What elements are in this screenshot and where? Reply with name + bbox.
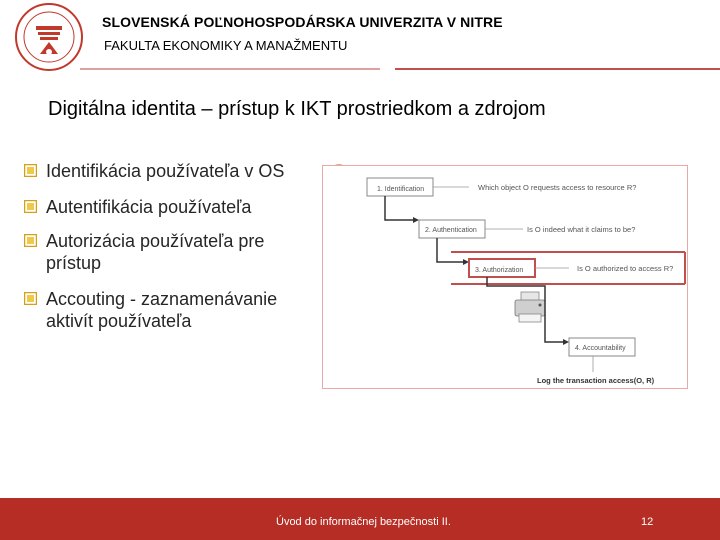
- access-control-diagram: [322, 165, 688, 389]
- checkbox-bullet-icon: [24, 292, 37, 305]
- step-label: 4. Accountability: [575, 345, 626, 352]
- university-name: SLOVENSKÁ POĽNOHOSPODÁRSKA UNIVERZITA V NITRE: [102, 14, 503, 30]
- printer-icon: [515, 292, 545, 322]
- bullet-item: [24, 288, 321, 332]
- connector-arrow: [385, 196, 413, 220]
- step-question: Which object O requests access to resource R?: [478, 183, 637, 192]
- bullet-text: Autorizácia používateľa pre prístup: [46, 231, 265, 273]
- checkbox-bullet-icon: [24, 164, 37, 177]
- slide-title: Digitálna identita – prístup k IKT prostriedkom a zdrojom: [48, 98, 546, 120]
- step-question: Log the transaction access(O, R): [537, 376, 655, 385]
- bullet-item: [24, 196, 324, 218]
- university-seal-icon: [14, 2, 84, 72]
- checkbox-bullet-icon: [24, 200, 37, 213]
- arrow-head: [413, 217, 419, 223]
- bullet-list: [24, 160, 324, 346]
- bullet-text: Accouting - zaznamenávanie aktivít používateľa: [46, 289, 278, 331]
- step-label: 2. Authentication: [425, 227, 477, 234]
- arrow-head: [563, 339, 569, 345]
- page-number: 12: [641, 516, 654, 528]
- step-label: 1. Identification: [377, 186, 425, 193]
- bullet-text: Identifikácia používateľa v OS: [46, 161, 285, 181]
- bullet-text: Autentifikácia používateľa: [46, 197, 252, 217]
- step-question: Is O authorized to access R?: [577, 264, 674, 273]
- faculty-name: FAKULTA EKONOMIKY A MANAŽMENTU: [104, 38, 348, 53]
- slide-header: [0, 0, 720, 72]
- step-question: Is O indeed what it claims to be?: [527, 225, 636, 234]
- header-divider: [80, 68, 380, 70]
- flow-diagram: [323, 166, 689, 390]
- bullet-item: [24, 160, 324, 182]
- bullet-item: [24, 230, 276, 274]
- footer-course-title: Úvod do informačnej bezpečnosti II.: [276, 516, 451, 528]
- step-label: 3. Authorization: [475, 267, 524, 274]
- header-divider-accent: [395, 68, 720, 70]
- checkbox-bullet-icon: [24, 234, 37, 247]
- connector-arrow: [437, 238, 463, 262]
